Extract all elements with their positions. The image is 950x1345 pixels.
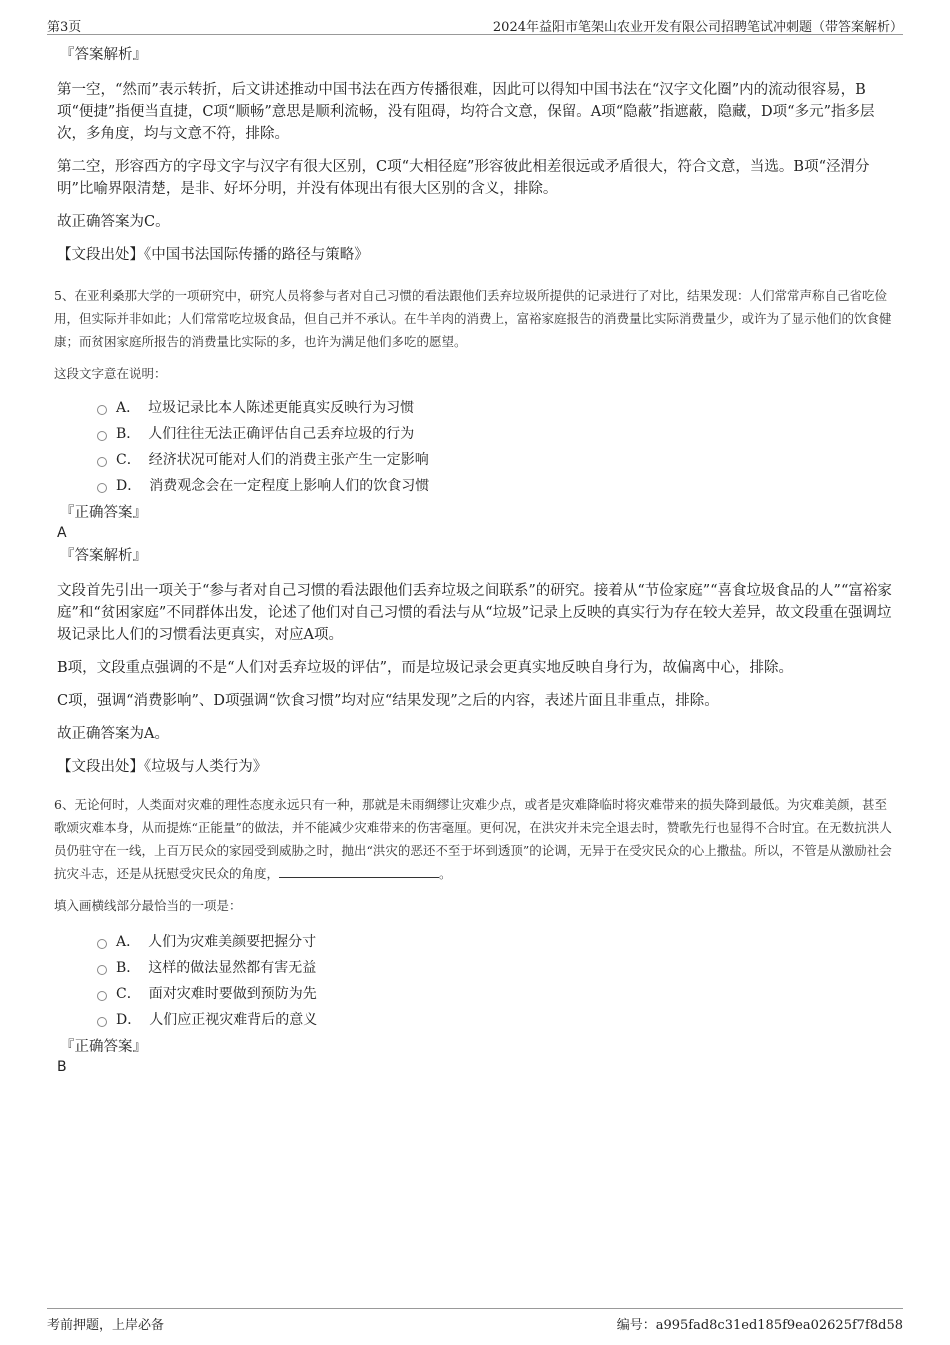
option-text: 面对灾难时要做到预防为先 <box>148 986 317 1002</box>
footer-slogan: 考前押题，上岸必备 <box>47 1318 165 1333</box>
explanation-paragraph: 文段首先引出一项关于“参与者对自己习惯的看法跟他们丢弃垃圾之间联系”的研究。接着从“节俭家庭”“喜食垃圾食品的人”“富裕家庭”和“贫困家庭”不同群体出发，论述了他们对自己习惯的看法与从“垃圾”记录上反映的真实行为存在较大差异，故文段重在强调垃圾记录比人们的习惯看法更真实，对应A项。 <box>57 583 892 643</box>
radio-icon[interactable] <box>97 965 107 975</box>
option-text: 人们为灾难美颜要把握分寸 <box>148 934 317 950</box>
explanation-label: 『答案解析』 <box>60 548 147 564</box>
source-citation: 【文段出处】《中国书法国际传播的路径与策略》 <box>57 247 369 263</box>
answer-blank <box>279 865 439 878</box>
radio-icon[interactable] <box>97 405 107 415</box>
source-citation: 【文段出处】《垃圾与人类行为》 <box>57 759 268 775</box>
option-letter: B． <box>116 960 141 976</box>
explanation-paragraph: C项，强调“消费影响”、D项强调“饮食习惯”均对应“结果发现”之后的内容，表述片面且非重点，排除。 <box>57 693 719 709</box>
option-letter: B． <box>116 426 141 442</box>
explanation-conclusion: 故正确答案为C。 <box>57 214 170 230</box>
option-c[interactable] <box>97 981 897 1007</box>
option-text: 经济状况可能对人们的消费主张产生一定影响 <box>148 452 429 468</box>
correct-answer-label: 『正确答案』 <box>60 505 147 521</box>
page-header <box>47 14 903 35</box>
option-text: 这样的做法显然都有害无益 <box>148 960 317 976</box>
correct-answer: B <box>57 1059 67 1075</box>
option-d[interactable] <box>97 1007 897 1033</box>
page-footer <box>47 1308 903 1333</box>
option-d[interactable] <box>97 473 897 499</box>
option-list <box>97 395 897 499</box>
option-c[interactable] <box>97 447 897 473</box>
option-list <box>97 929 897 1033</box>
option-letter: C． <box>116 986 141 1002</box>
radio-icon[interactable] <box>97 939 107 949</box>
option-letter: A． <box>116 400 141 416</box>
option-b[interactable] <box>97 955 897 981</box>
radio-icon[interactable] <box>97 431 107 441</box>
question-prompt: 这段文字意在说明： <box>54 366 167 381</box>
option-a[interactable] <box>97 395 897 421</box>
question-stem-text: 6、无论何时，人类面对灾难的理性态度永远只有一种，那就是未雨绸缪让灾难少点，或者是灾难降临时将灾难带来的损失降到最低。为灾难美颜，甚至歌颂灾难本身，从而提炼“正能量”的做法，并不能减少灾难带来的伤害毫厘。更何况，在洪灾并未完全退去时，赞歌先行也显得不合时宜。在无数抗洪人员仍驻守在一线，上百万民众的家园受到威胁之时，抛出“洪灾的恶还不至于坏到透顶”的论调，无异于在受灾民众的心上撒盐。所以，不管是从激励社会抗灾斗志，还是从抚慰受灾民众的角度， <box>54 797 892 881</box>
correct-answer: A <box>57 525 67 541</box>
option-text: 人们应正视灾难背后的意义 <box>149 1012 318 1028</box>
document-title: 2024年益阳市笔架山农业开发有限公司招聘笔试冲刺题（带答案解析） <box>492 20 903 35</box>
option-letter: D． <box>116 478 142 494</box>
explanation-conclusion: 故正确答案为A。 <box>57 726 169 742</box>
option-letter: C． <box>116 452 141 468</box>
option-letter: D． <box>116 1012 142 1028</box>
explanation-paragraph: 第一空，“然而”表示转折，后文讲述推动中国书法在西方传播很难，因此可以得知中国书法在“汉字文化圈”内的流动很容易，B项“便捷”指便当直捷，C项“顺畅”意思是顺利流畅，没有阻碍，均符合文意，保留。A项“隐蔽”指遮蔽，隐藏，D项“多元”指多层次，多角度，均与文意不符，排除。 <box>57 82 875 142</box>
explanation-label: 『答案解析』 <box>60 47 147 63</box>
explanation-paragraph: 第二空，形容西方的字母文字与汉字有很大区别，C项“大相径庭”形容彼此相差很远或矛盾很大，符合文意，当选。B项“泾渭分明”比喻界限清楚，是非、好坏分明，并没有体现出有很大区别的含义，排除。 <box>57 159 870 197</box>
option-text: 垃圾记录比本人陈述更能真实反映行为习惯 <box>148 400 415 416</box>
question-stem-end: 。 <box>439 866 452 881</box>
radio-icon[interactable] <box>97 991 107 1001</box>
radio-icon[interactable] <box>97 457 107 467</box>
question-prompt: 填入画横线部分最恰当的一项是： <box>54 898 242 913</box>
radio-icon[interactable] <box>97 1017 107 1027</box>
explanation-paragraph: B项，文段重点强调的不是“人们对丢弃垃圾的评估”，而是垃圾记录会更真实地反映自身行为，故偏离中心，排除。 <box>57 660 793 676</box>
page-content <box>54 44 897 1076</box>
question-stem: 5、在亚利桑那大学的一项研究中，研究人员将参与者对自己习惯的看法跟他们丢弃垃圾所提供的记录进行了对比，结果发现：人们常常声称自己省吃俭用，但实际并非如此；人们常常吃垃圾食品，但自己并不承认。在牛羊肉的消费上，富裕家庭报告的消费量比实际消费量少，或许为了显示他们的饮食健康；而贫困家庭所报告的消费量比实际的多，也许为满足他们多吃的愿望。 <box>54 288 892 349</box>
option-text: 消费观念会在一定程度上影响人们的饮食习惯 <box>149 478 430 494</box>
question-stem <box>54 793 897 885</box>
option-text: 人们往往无法正确评估自己丢弃垃圾的行为 <box>148 426 415 442</box>
option-b[interactable] <box>97 421 897 447</box>
option-a[interactable] <box>97 929 897 955</box>
option-letter: A． <box>116 934 141 950</box>
document-id: 编号：a995fad8c31ed185f9ea02625f7f8d58 <box>616 1318 903 1333</box>
radio-icon[interactable] <box>97 483 107 493</box>
page-number: 第3页 <box>47 20 82 35</box>
correct-answer-label: 『正确答案』 <box>60 1039 147 1055</box>
